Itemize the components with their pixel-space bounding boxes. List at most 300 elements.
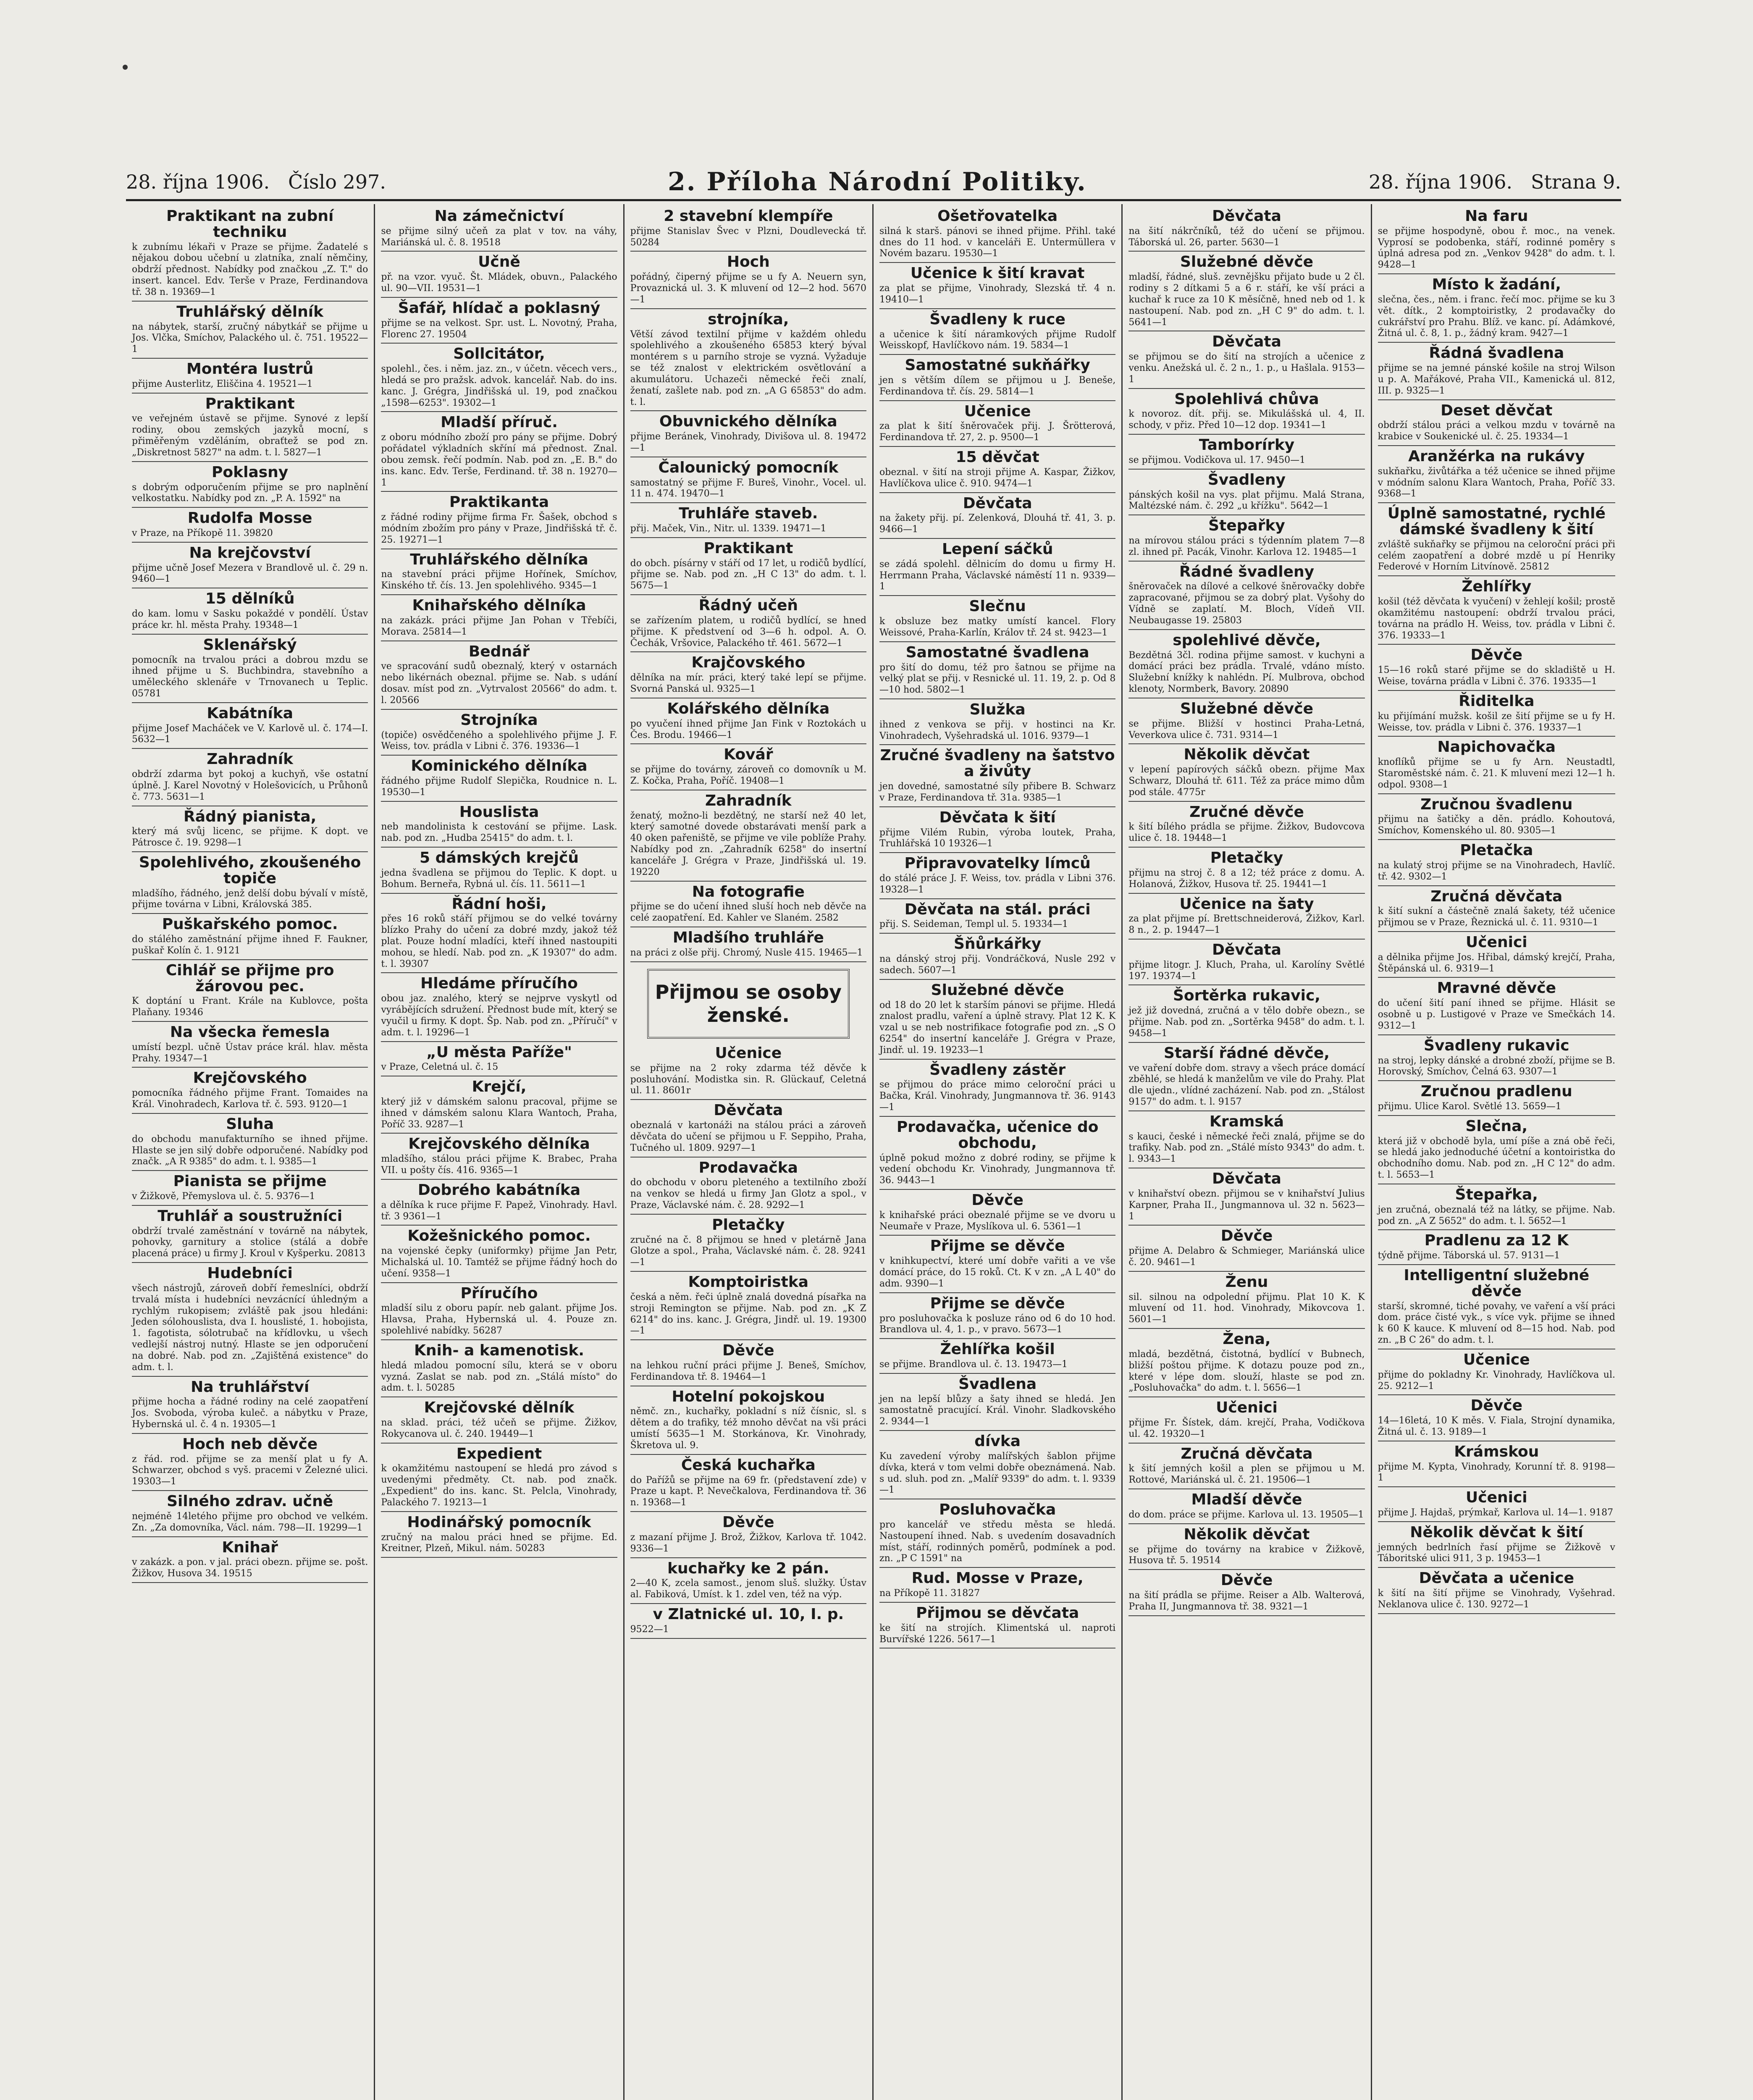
ad-heading: spolehlivé děvče, [1173, 631, 1321, 649]
ad-heading: Pletačky [712, 1216, 785, 1234]
ad-heading: Ošetřovatelka [937, 207, 1058, 225]
ad-heading: Krejčovské dělník [424, 1399, 575, 1417]
classified-ad [879, 1501, 1119, 1568]
ad-heading: Šafář, hlídač a poklasný [398, 299, 601, 317]
ad-body: pro posluhovačka k posluze ráno od 6 do 10 hod. Brandlova ul. 4, 1. p., v pravo. 5673—1 [879, 1313, 1119, 1335]
ad-body: v knihkupectví, které umí dobře vařiti a ve vše domácí práce, do 15 roků. Ct. K v zn. „A L 40" do adm. 9390—1 [879, 1256, 1119, 1289]
classified-ad [132, 1493, 371, 1537]
classified-ad [879, 1604, 1119, 1648]
ad-body: neb mandolinista k cestování se přijme. Lask. nab. pod zn. „Hudba 25415" do adm. t. l. [381, 822, 620, 844]
ad-body: do Pařížů se přijme na 69 fr. (představení zde) v Praze u kapt. P. Nevečkalova, Ferdinandova tř. 36 n. 19368—1 [630, 1475, 869, 1508]
classified-ad [1128, 207, 1368, 252]
ad-body: mladší, řádné, sluš. zevnějšku přijato bude u 2 čl. rodiny s 2 dítkami 5 a 6 r. stáří, ke vší práci a kuchař k ruce za 10 K měsíčně, hned neb od 1. k nastoupení. Nab. pod zn. „H C 9" do adm. t. l. 5641—1 [1128, 272, 1368, 328]
ad-heading: Slečnu [969, 598, 1026, 615]
ad-body: na stroj, lepky dánské a drobné zboží, přijme se B. Horovský, Smíchov, Čelná 63. 9307—1 [1378, 1055, 1618, 1077]
ad-body: mladší silu z oboru papír. neb galant. přijme Jos. Hlavsa, Praha, Hybernská ul. 4. Pouze zn. spolehlivé nabídky. 56287 [381, 1303, 620, 1336]
ad-heading: Děvčata na stál. práci [904, 900, 1091, 918]
classified-ad [879, 981, 1119, 1060]
classified-ad [132, 590, 371, 634]
ad-body: umístí bezpl. učně Ústav práce král. hlav. města Prahy. 19347—1 [132, 1042, 371, 1064]
ad-body: přijme se na velkost. Spr. ust. L. Novotný, Praha, Florenc 27. 19504 [381, 318, 620, 340]
ad-heading: Silného zdrav. učně [167, 1493, 333, 1510]
ad-body: na dánský stroj přij. Vondráčková, Nusle 292 v sadech. 5607—1 [879, 954, 1119, 976]
ad-body: a dělníka k ruce přijme F. Papež, Vinohrady. Havl. tř. 3 9361—1 [381, 1200, 620, 1222]
classified-ad [1128, 1445, 1368, 1489]
ad-body: jež již dovedná, zručná a v tělo dobře obezn., se přijme. Nab. pod zn. „Sortěrka 9458" do adm. t. l. 9458—1 [1128, 1005, 1368, 1039]
ad-heading: Lepení sáčků [942, 541, 1053, 558]
classified-ad [630, 539, 869, 595]
classified-ad [381, 1078, 620, 1134]
ad-body: se přijme do továrny na krabice v Žižkově, Husova tř. 5. 19514 [1128, 1544, 1368, 1566]
column-6 [1372, 204, 1621, 2100]
ad-body: v zakázk. a pon. v jal. práci obezn. přijme se. pošt. Žižkov, Husova 34. 19515 [132, 1557, 371, 1579]
ad-heading: Slečna, [1465, 1117, 1528, 1135]
ad-body: košil (též děvčata k vyučení) v žehlejí košil; prostě okamžitému nastoupení: obdrží trvalou práci, továrna na prádlo H. Weiss, tov. prádla v Libni č. 376. 19333—1 [1378, 596, 1618, 641]
ad-heading: Krejčí, [472, 1078, 527, 1096]
classified-ad [132, 751, 371, 806]
classified-ad [1378, 979, 1618, 1035]
classified-ad [132, 544, 371, 588]
ad-body: se přijmou do práce mimo celoroční práci u Bačka, Král. Vinohrady, Jungmannova tř. 36. 9143—1 [879, 1079, 1119, 1113]
ad-body: obdrží stálou práci a velkou mzdu v továrně na krabice v Soukenické ul. č. 25. 19334—1 [1378, 420, 1618, 442]
classified-ad [630, 1514, 869, 1558]
ad-body: do dom. práce se přijme. Karlova ul. 13. 19505—1 [1128, 1509, 1364, 1520]
classified-ad [1128, 1525, 1368, 1570]
ad-body: na zakázk. práci přijme Jan Pohan v Třebíči, Morava. 25814—1 [381, 615, 620, 637]
classified-ad [630, 1388, 869, 1455]
ad-heading: Napichovačka [1437, 738, 1556, 756]
ad-body: v Žižkově, Přemyslova ul. č. 5. 9376—1 [132, 1191, 315, 1202]
classified-ad [381, 345, 620, 412]
ad-heading: Expedient [456, 1445, 542, 1462]
ad-body: 2—40 K, zcela samost., jenom sluš. služky. Ústav al. Fabiková, Umíst. k 1. zdel ven, též na výp. [630, 1578, 869, 1600]
column-4 [874, 204, 1123, 2100]
ad-heading: Zahradník [207, 751, 294, 768]
classified-ad [1378, 842, 1618, 886]
ad-heading: Děvčata k šití [939, 808, 1056, 826]
ad-body: přijme A. Delabro & Schmieger, Mariánská ulice č. 20. 9461—1 [1128, 1246, 1368, 1268]
classified-ad [1128, 803, 1368, 848]
ad-body: 14—16letá, 10 K měs. V. Fiala, Strojní dynamika, Žitná ul. č. 13. 9189—1 [1378, 1415, 1618, 1437]
ad-body: přijmu. Ulice Karol. Světlé 13. 5659—1 [1378, 1101, 1561, 1112]
ad-body: řádného přijme Rudolf Slepička, Roudnice n. L. 19530—1 [381, 775, 620, 798]
ad-body: sukňařku, živůtářka a též učenice se ihned přijme v módním salonu Klara Wantoch, Praha, Poříč 33. 9368—1 [1378, 466, 1618, 499]
classified-ad [1128, 631, 1368, 698]
ad-heading: Na faru [1465, 207, 1528, 225]
ad-body: se přijme do továrny, zároveň co domovník u M. Z. Kočka, Praha, Poříč. 19408—1 [630, 764, 869, 786]
classified-ad [381, 1227, 620, 1283]
ad-heading: Řádný učeň [698, 597, 798, 614]
classified-ad [132, 1023, 371, 1068]
classified-ad [1378, 887, 1618, 932]
ad-heading: Švadleny [1207, 471, 1286, 488]
ad-heading: Na fotografie [692, 883, 805, 900]
ad-body: pořádný, čiperný přijme se u fy A. Neuern syn, Provaznická ul. 3. K mluvení od 12—2 hod. 5670—1 [630, 272, 869, 305]
ad-heading: Děvčata [1212, 941, 1281, 958]
classified-ad [132, 636, 371, 703]
ad-heading: Učenice k šití kravat [910, 265, 1085, 282]
ad-heading: Samostatné švadlena [905, 643, 1089, 661]
classified-ad [132, 361, 368, 394]
classified-ad [630, 1342, 869, 1386]
ad-heading: Učenice [1463, 1351, 1530, 1368]
ad-body: přijme učně Josef Mezera v Brandlově ul. č. 29 n. 9460—1 [132, 562, 371, 585]
ad-heading: Truhlář a soustružníci [157, 1207, 343, 1225]
ad-body: se přijme. Bližší v hostinci Praha-Letná, Veverkova ulice č. 731. 9314—1 [1128, 718, 1368, 740]
ad-heading: Děvče [1470, 1397, 1523, 1415]
ad-body: šněrovaček na dílové a celkové šněrovačky dobře zapracované, přijmou se za dobrý plat. Vyšohy do Vídně se zaplatí. M. Bloch, Vídeň VII. Neubaugasse 19. 25803 [1128, 581, 1368, 626]
ad-heading: Děvčata [963, 494, 1032, 512]
section-box-women: Přijmou se osoby ženské. [647, 969, 850, 1039]
ad-heading: Služka [969, 701, 1026, 719]
header-right [1369, 171, 1621, 193]
ad-heading: Žena, [1223, 1331, 1271, 1348]
classified-ad [1378, 1490, 1615, 1522]
ad-heading: Služebné děvče [1180, 253, 1313, 271]
ad-body: obeznalá v kartonáži na stálou práci a zároveň děvčata do učení se přijmou u F. Seppiho, Praha, Tučného ul. 1809. 9297—1 [630, 1120, 869, 1153]
classified-ad [879, 494, 1119, 539]
classified-ad [132, 303, 371, 359]
classified-ad [879, 449, 1119, 493]
ad-body: Bezdětná 3čl. rodina přijme samost. v kuchyni a domácí práci bez prádla. Trvalé, vdáno místo. Služební knížky k nahlédn. Pí. Mulbrova, obchod klenoty, Normberk, Bavory. 20890 [1128, 650, 1368, 695]
ad-heading: Zručné děvče [1189, 803, 1304, 821]
ad-heading: Samostatné sukňářky [905, 357, 1090, 374]
ad-body: ve vaření dobře dom. stravy a všech práce domácí zběhlé, se hledá k manželům ve vile do Prahy. Plat dle ujedn., vlídné zacházení. Nab. pod zn. „Stálost 9157" do adm. t. l. 9157 [1128, 1063, 1368, 1107]
ad-heading: Knih- a kamenotisk. [414, 1341, 584, 1359]
ad-body: přij. Maček, Vin., Nitr. ul. 1339. 19471—1 [630, 523, 827, 534]
classified-ad [1128, 1492, 1365, 1524]
ad-heading: Posluhovačka [939, 1501, 1056, 1519]
ad-heading: Houslista [459, 803, 539, 821]
classified-ad [879, 1061, 1119, 1117]
classified-ad [132, 1378, 371, 1434]
ad-body: se přijmou. Vodičkova ul. 17. 9450—1 [1128, 454, 1306, 465]
ad-body: obdrží trvalé zaměstnání v továrně na nábytek, pohovky, garnitury a stolice (stálá a dobře placená práce) u firmy J. Kroul v Kyšperku. 20813 [132, 1226, 371, 1259]
ad-heading: Česká kuchařka [681, 1456, 816, 1474]
ad-body: přijmu na stroj č. 8 a 12; též práce z domu. A. Holanová, Žižkov, Husova tř. 25. 19441—1 [1128, 867, 1368, 890]
ad-heading: Na truhlářství [191, 1378, 310, 1396]
classified-ad [879, 902, 1115, 934]
classified-ad [1378, 1523, 1618, 1568]
ad-body: na nábytek, starší, zručný nábytkář se přijme u Jos. Vlčka, Smíchov, Palackého ul. č. 751. 19522—1 [132, 321, 371, 355]
ad-body: pomocníka řádného přijme Frant. Tomaides na Král. Vinohradech, Karlova tř. č. 593. 9120—1 [132, 1088, 371, 1110]
classified-ad [132, 916, 371, 960]
classified-ad [1128, 746, 1368, 801]
ad-heading: Zručnou švadlenu [1420, 795, 1573, 813]
ad-heading: Strojníka [460, 711, 538, 729]
ad-heading: Truhláře staveb. [679, 505, 818, 522]
ad-heading: Komptoiristka [688, 1273, 809, 1291]
ad-body: na lehkou ruční práci přijme J. Beneš, Smíchov, Ferdinandova tř. 8. 19464—1 [630, 1360, 869, 1382]
ad-heading: Švadleny k ruce [929, 310, 1065, 328]
ad-heading: Pradlenu za 12 K [1424, 1232, 1569, 1250]
ad-body: k knihařské práci obeznalé přijme se ve dvoru u Neumaře v Praze, Myslíkova ul. 6. 5361—1 [879, 1210, 1119, 1232]
classified-ad [879, 935, 1119, 979]
classified-ad [1128, 700, 1368, 744]
ad-heading: Hoch neb děvče [182, 1435, 318, 1453]
ad-heading: Štepařka, [1455, 1186, 1538, 1203]
ad-body: do stálého zaměstnání přijme ihned F. Faukner, puškař Kolín č. 1. 9121 [132, 934, 371, 956]
ad-body: k šití sukní a částečně znalá šakety, též učenice přijmou se v Praze, Řeznická ul. č. 11. 9310—1 [1378, 906, 1618, 928]
ad-heading: Hledáme příručího [420, 975, 578, 992]
ad-body: který již v dámském salonu pracoval, přijme se ihned v dámském salonu Klara Wantoch, Praha, Poříč 33. 9287—1 [381, 1096, 620, 1130]
ad-heading: Učně [478, 253, 520, 271]
ad-heading: Děvče [722, 1342, 774, 1360]
classified-ad [381, 207, 620, 252]
newspaper-title: 2. Příloha Národní Politiky. [668, 167, 1087, 197]
ad-heading: Praktikant na zubní techniku [166, 207, 334, 241]
ad-heading: Knihařského dělníka [412, 597, 586, 614]
ad-heading: Sollcitátor, [453, 345, 545, 363]
ad-heading: Hudebníci [207, 1265, 293, 1282]
classified-ad [879, 1192, 1119, 1236]
classified-ad [1128, 1044, 1368, 1111]
ad-heading: 15 dělníků [205, 590, 295, 608]
classified-ad [132, 207, 371, 302]
ad-body: Ku zavedení výroby malířských šablon přijme dívka, která v tom velmi dobře obeznámená. Nab. s ud. sluh. pod zn. „Malíř 9339" do adm. t. l. 9339—1 [879, 1451, 1119, 1496]
ad-heading: Řádný pianista, [183, 808, 317, 825]
classified-ad [879, 1570, 1115, 1603]
classified-ad [132, 1435, 371, 1491]
classified-ad [1128, 849, 1368, 893]
ad-body: jen dovedné, samostatné síly přibere B. Schwarz v Praze, Ferdinandova tř. 31a. 9385—1 [879, 781, 1119, 803]
classified-ad [1378, 646, 1618, 690]
ad-body: (topiče) osvědčeného a spolehlivého přijme J. F. Weiss, tov. prádla v Libni č. 376. 19336—1 [381, 730, 620, 752]
classified-ad [1378, 738, 1618, 794]
ad-body: a učenice k šití náramkových přijme Rudolf Weisskopf, Havlíčkovo nám. 19. 5834—1 [879, 329, 1119, 351]
ad-body: přijme se do učení ihned sluší hoch neb děvče na celé zaopatření. Ed. Kahler ve Slaném. 2582 [630, 901, 869, 924]
ad-heading: Mladší děvče [1191, 1491, 1302, 1509]
ad-heading: Děvče [1220, 1572, 1273, 1589]
ad-heading: Zručná děvčata [1181, 1445, 1313, 1462]
classified-ad [630, 1273, 869, 1340]
ad-heading: Deset děvčat [1441, 402, 1553, 419]
classified-ad [381, 1341, 620, 1397]
ad-heading: Služebné děvče [931, 981, 1064, 999]
ad-body: s dobrým odporučením přijme se pro naplnění velkostatku. Nabídky pod zn. „P. A. 1592" na [132, 482, 371, 504]
ad-heading: Přijme se děvče [930, 1294, 1065, 1312]
ad-body: př. na vzor. vyuč. Št. Mládek, obuvn., Palackého ul. 90—VII. 19531—1 [381, 272, 620, 294]
classified-ad [132, 1207, 371, 1263]
ad-heading: Na zámečnictví [434, 207, 564, 225]
ad-heading: Švadlena [958, 1375, 1037, 1393]
classified-ad [1128, 563, 1368, 630]
ad-body: na Příkopě 11. 31827 [879, 1588, 980, 1599]
classified-ad [1378, 1186, 1618, 1230]
ad-heading: Šňůrkářky [953, 935, 1042, 953]
ad-heading: Krejčovského [193, 1069, 307, 1087]
classified-ad [1378, 1351, 1618, 1395]
ad-body: mladšího, řádného, jenž delší dobu bývalí v místě, přijme továrna v Libni, Královská 385. [132, 888, 371, 910]
ad-body: ve veřejném ústavě se přijme. Synové z lepší rodiny, obou zemských jazyků mocní, s přiměřeným vzděláním, obraťtež se pod zn. „Diskretnost 5827" na adm. t. l. 5827—1 [132, 413, 371, 458]
ad-heading: Praktikant [205, 395, 295, 412]
classified-ad [630, 1559, 869, 1604]
ad-heading: Děvče [1470, 646, 1523, 664]
ad-heading: Spolehlivého, zkoušeného topiče [139, 854, 361, 887]
ad-body: po vyučení ihned přijme Jan Fink v Roztokách u Čes. Brodu. 19466—1 [630, 718, 869, 740]
header-date-left: 28. října 1906. [126, 171, 270, 193]
ad-heading: Na všecka řemesla [170, 1023, 330, 1041]
ad-heading: Truhlářského dělníka [410, 551, 588, 568]
classified-ad [1128, 471, 1368, 515]
header-rule [126, 199, 1621, 201]
ad-body: přijme do pokladny Kr. Vinohrady, Havlíčkova ul. 25. 9212—1 [1378, 1369, 1618, 1391]
ad-body: na šití nákrčníků, též do učení se přijmou. Táborská ul. 26, parter. 5630—1 [1128, 226, 1368, 248]
ad-heading: Učenici [1216, 1399, 1278, 1417]
classified-ad [381, 1284, 620, 1340]
ad-heading: Praktikant [703, 539, 793, 557]
classified-ad [630, 414, 866, 457]
ad-body: ke šití na strojích. Klimentská ul. naproti Burvířské 1226. 5617—1 [879, 1622, 1119, 1645]
ad-heading: Řádná švadlena [1429, 344, 1564, 362]
ad-heading: Truhlářský dělník [176, 303, 324, 320]
ad-body: z mazaní přijme J. Brož, Žižkov, Karlova tř. 1042. 9336—1 [630, 1532, 869, 1554]
ad-body: do učení šití paní ihned se přijme. Hlásit se osobně u p. Lustigové v Praze ve Smečkách 14. 9312—1 [1378, 998, 1618, 1031]
ad-heading: Žehlířka košil [940, 1341, 1055, 1358]
ad-heading: Krejčovského dělníka [408, 1135, 590, 1153]
ad-heading: Řiditelka [1459, 692, 1535, 710]
ad-body: týdně přijme. Táborská ul. 57. 9131—1 [1378, 1250, 1560, 1261]
ad-body: všech nástrojů, zároveň dobří řemeslníci, obdrží trvalá místa i hudebníci nevzácnící úhledným a rychlým rukopisem; zvláště pak jsou hledáni: Jeden sólohouslista, dva I. houslisté, 1. hobojista, 1. fagotista, sólotrubač na křídlovku, u všech vedlejší nástroj nutný. Hlaste se jen odporučení na dobré. Nab. pod zn. „Zajištěná existence" do adm. t. l. [132, 1283, 371, 1373]
ad-body: za plat se přijme, Vinohrady, Slezská tř. 4 n. 19410—1 [879, 283, 1119, 305]
ad-body: do obch. písárny v stáří od 17 let, u rodičů bydlící, přijme se. Nab. pod zn. „H C 13" do adm. t. l. 5675—1 [630, 558, 869, 591]
ad-heading: Na krejčovství [189, 544, 311, 562]
classified-ad [381, 1513, 620, 1558]
ad-heading: Několik děvčat [1184, 1525, 1310, 1543]
ad-body: ženatý, možno-li bezdětný, ne starší než 40 let, který samotné dovede obstarávati menší park a 40 oken pařeniště, se přijme ve vile poblíže Prahy. Nabídky pod zn. „Zahradník 6258" do insertní kanceláře J. Grégra v Praze, Jindřišská ul. 19. 19220 [630, 810, 869, 877]
classified-ad [132, 1538, 371, 1583]
classified-ad [630, 654, 869, 698]
ad-body: jedna švadlena se přijmou do Teplic. K dopt. u Bohum. Berneřa, Rybná ul. čís. 11. 5611—1 [381, 867, 620, 890]
classified-ad [879, 1375, 1119, 1431]
classified-ad [630, 930, 866, 962]
ad-body: se přijme silný učeň za plat v tov. na váhy, Mariánská ul. č. 8. 19518 [381, 226, 620, 248]
classified-ad [381, 299, 620, 344]
ad-body: na vojenské čepky (uniformky) přijme Jan Petr, Michalská ul. 10. Tamtéž se přijme řádný hoch do učení. 9358—1 [381, 1246, 620, 1279]
classified-ad [630, 506, 866, 538]
ad-heading: Sluha [226, 1115, 274, 1133]
ad-heading: Dobrého kabátníka [417, 1181, 581, 1199]
classified-ad [630, 310, 869, 412]
ad-body: jen zručná, obeznalá též na látky, se přijme. Nab. pod zn. „A Z 5652" do adm. t. l. 5652—1 [1378, 1204, 1618, 1226]
classified-ad [630, 1102, 869, 1157]
ad-body: do obchodu manufakturního se ihned přijme. Hlaste se jen silý dobře odporučené. Nabídky pod značk. „A R 9385" do adm. t. l. 9385—1 [132, 1134, 371, 1167]
ad-heading: Žehlířky [1462, 578, 1532, 596]
classified-ad [630, 1606, 866, 1639]
ad-body: na žakety přij. pí. Zelenková, Dlouhá tř. 41, 3. p. 9466—1 [879, 513, 1119, 535]
classified-ad [381, 551, 620, 595]
classified-ad [381, 711, 620, 756]
ad-body: ve spracování sudů obeznalý, který v ostarnách nebo likérnách obeznal. přijme se. Nab. s udání dosav. míst pod zn. „Vytrvalost 20566" do adm. t. l. 20566 [381, 661, 620, 706]
ad-body: a dělnika přijme Jos. Hřibal, dámský krejčí, Praha, Štěpánská ul. 6. 9319—1 [1378, 952, 1618, 974]
ad-heading: Šortěrka rukavic, [1173, 987, 1320, 1005]
classified-ad [630, 1159, 869, 1215]
classified-ad [879, 1294, 1119, 1339]
ad-heading: Montéra lustrů [186, 360, 314, 378]
classified-ad [132, 808, 371, 852]
ad-body: přijme Vilém Rubin, výroba loutek, Praha, Truhlářská 10 19326—1 [879, 827, 1119, 849]
classified-ad [879, 747, 1119, 807]
classified-ad [132, 395, 371, 462]
ad-heading: Připravovatelky límců [904, 855, 1091, 872]
classified-ad [879, 265, 1119, 309]
ad-body: nejméně 14letého přijme pro obchod ve velkém. Zn. „Za domovníka, Václ. nám. 798—II. 19299—1 [132, 1511, 371, 1533]
ad-heading: Učenice [715, 1045, 782, 1062]
ad-body: silná k starš. pánovi se ihned přijme. Přihl. také dnes do 11 hod. v kanceláři E. Untermüllera v Novém bazaru. 19530—1 [879, 226, 1119, 259]
ad-body: v Praze, na Příkopě 11. 39820 [132, 528, 273, 538]
ad-body: ku přijímání mužsk. košil ze šití přijme se u fy H. Weisse, tov. prádla v Libni č. 376. 19337—1 [1378, 711, 1618, 733]
ad-heading: Děvčata [1212, 1170, 1281, 1188]
classified-ad [879, 855, 1119, 899]
classified-ad [1128, 437, 1365, 470]
ad-body: němč. zn., kuchařky, pokladní s níž čísnic, sl. s dětem a do trafiky, též mnoho děvčat na vši práci umístí 5635—1 M. Storkánova, Kr. Vinohrady, Škretova ul. 9. [630, 1406, 869, 1451]
ad-heading: Prodavačka, učenice do obchodu, [896, 1118, 1099, 1152]
header-issue: Číslo 297. [288, 171, 386, 193]
ad-body: přijme litogr. J. Kluch, Praha, ul. Karolíny Světlé 197. 19374—1 [1128, 959, 1368, 982]
classified-ad [381, 975, 620, 1042]
ad-body: který má svůj licenc, se přijme. K dopt. ve Pátrosce č. 19. 9298—1 [132, 826, 371, 848]
ad-body: mladšího, stálou práci přijme K. Brabec, Praha VII. u pošty čís. 416. 9365—1 [381, 1154, 620, 1176]
ad-heading: Několik děvčat k šití [1410, 1523, 1583, 1541]
classified-ad [1128, 1331, 1368, 1397]
classified-ad [1378, 1117, 1618, 1184]
ad-heading: Mladší příruč. [441, 414, 558, 431]
classified-ad [1378, 1037, 1618, 1081]
classified-ad [1378, 505, 1618, 576]
ad-body: přes 16 roků stáří přijmou se do velké továrny blízko Prahy do učení za dobré mzdy, jakož též plat. Pouze hodní mladíci, kteří ihned nastoupiti mohou, se hledí. Nab. pod zn. „K 19307" do adm. t. l. 39307 [381, 914, 620, 969]
classified-ad [381, 849, 620, 893]
classified-ad [132, 463, 371, 508]
ad-body: samostatný se přijme F. Bureš, Vinohr., Vocel. ul. 11 n. 474. 19470—1 [630, 477, 869, 499]
classified-ad [132, 510, 368, 543]
classified-ad [879, 1237, 1119, 1293]
ad-body: mladá, bezdětná, čistotná, bydlící v Bubnech, bližší poštou přijme. K dotazu pouze pod zn., které v lépe dom. slouží, hlaste se pod zn. „Posluhovačka" do adm. t. l. 5656—1 [1128, 1349, 1368, 1394]
ad-body: zvláště sukňařky se přijmou na celoroční práci při celém zaopatření a dobré mzdě u pí Henriky Federové v Horním Litvínově. 25812 [1378, 539, 1618, 572]
ad-body: přijme Josef Macháček ve V. Karlově ul. č. 174—I. 5632—1 [132, 723, 371, 745]
classified-ad [879, 1341, 1115, 1374]
ad-body: od 18 do 20 let k starším pánovi se přijme. Hledá znalost pradlu, vaření a úplně stravy. Plat 12 K. K vzal u se neb nostrifikace fotografie pod zn. „S O 6254" do insertní kanceláře J. Grégra v Praze, Jindř. ul. 19. 19233—1 [879, 1000, 1119, 1055]
ad-heading: Kabátníka [207, 704, 293, 722]
ad-body: z řádné rodiny přijme firma Fr. Šašek, obchod s módním zbožím pro pány v Praze, Jindřišská tř. č. 25. 19271—1 [381, 512, 620, 545]
ad-body: z oboru módního zboží pro pány se přijme. Dobrý pořádatel výkladních skříní má přednost. Znal. obou zemsk. řečí podmín. Nab. pod zn. „E. B." do ins. kanc. Edv. Terše, Ferdinand. tř. 38 n. 19270—1 [381, 432, 620, 488]
ad-heading: Aranžérka na rukávy [1408, 447, 1585, 465]
classified-ad [630, 883, 869, 927]
ad-body: obeznal. v šití na stroji přijme A. Kaspar, Žižkov, Havlíčkova ulice č. 910. 9474—1 [879, 467, 1119, 489]
ad-heading: Děvčata [1212, 333, 1281, 351]
ad-heading: Bednář [468, 643, 530, 660]
classified-ad [1378, 276, 1618, 343]
ad-heading: Hodinářský pomocník [407, 1513, 591, 1531]
classified-ad [879, 808, 1119, 853]
ad-heading: Rudolfa Mosse [187, 509, 312, 527]
page-header [126, 163, 1621, 201]
classified-ad [132, 1115, 371, 1171]
ad-body: na šití prádla se přijme. Reiser a Alb. Walterová, Praha II, Jungmannova tř. 38. 9321—1 [1128, 1590, 1368, 1612]
classified-ad [1378, 795, 1618, 840]
classified-ad [132, 1173, 368, 1206]
classified-ad [1128, 1227, 1368, 1271]
classified-ad [630, 459, 869, 503]
ad-body: spolehl., čes. i něm. jaz. zn., v účetn. věcech vers., hledá se pro pražsk. advok. kancelář. Nab. do ins. kanc. J. Grégra, Jindřišská ul. 19, pod značkou „1598—6253". 19302—1 [381, 364, 620, 408]
classified-ad [132, 704, 371, 749]
ad-body: přijme Stanislav Švec v Plzni, Doudlevecká tř. 50284 [630, 226, 869, 248]
classified-ad [1128, 1572, 1368, 1616]
ad-body: přijmu na šatičky a děn. prádlo. Kohoutová, Smíchov, Komenského ul. 80. 9305—1 [1378, 814, 1618, 836]
classified-ad [1128, 895, 1368, 940]
classified-ad [879, 310, 1119, 355]
ad-body: zručný na malou práci hned se přijme. Ed. Kreitner, Plzeň, Mikul. nám. 50283 [381, 1532, 620, 1554]
ad-body: se přijme. Brandlova ul. č. 13. 19473—1 [879, 1359, 1068, 1370]
